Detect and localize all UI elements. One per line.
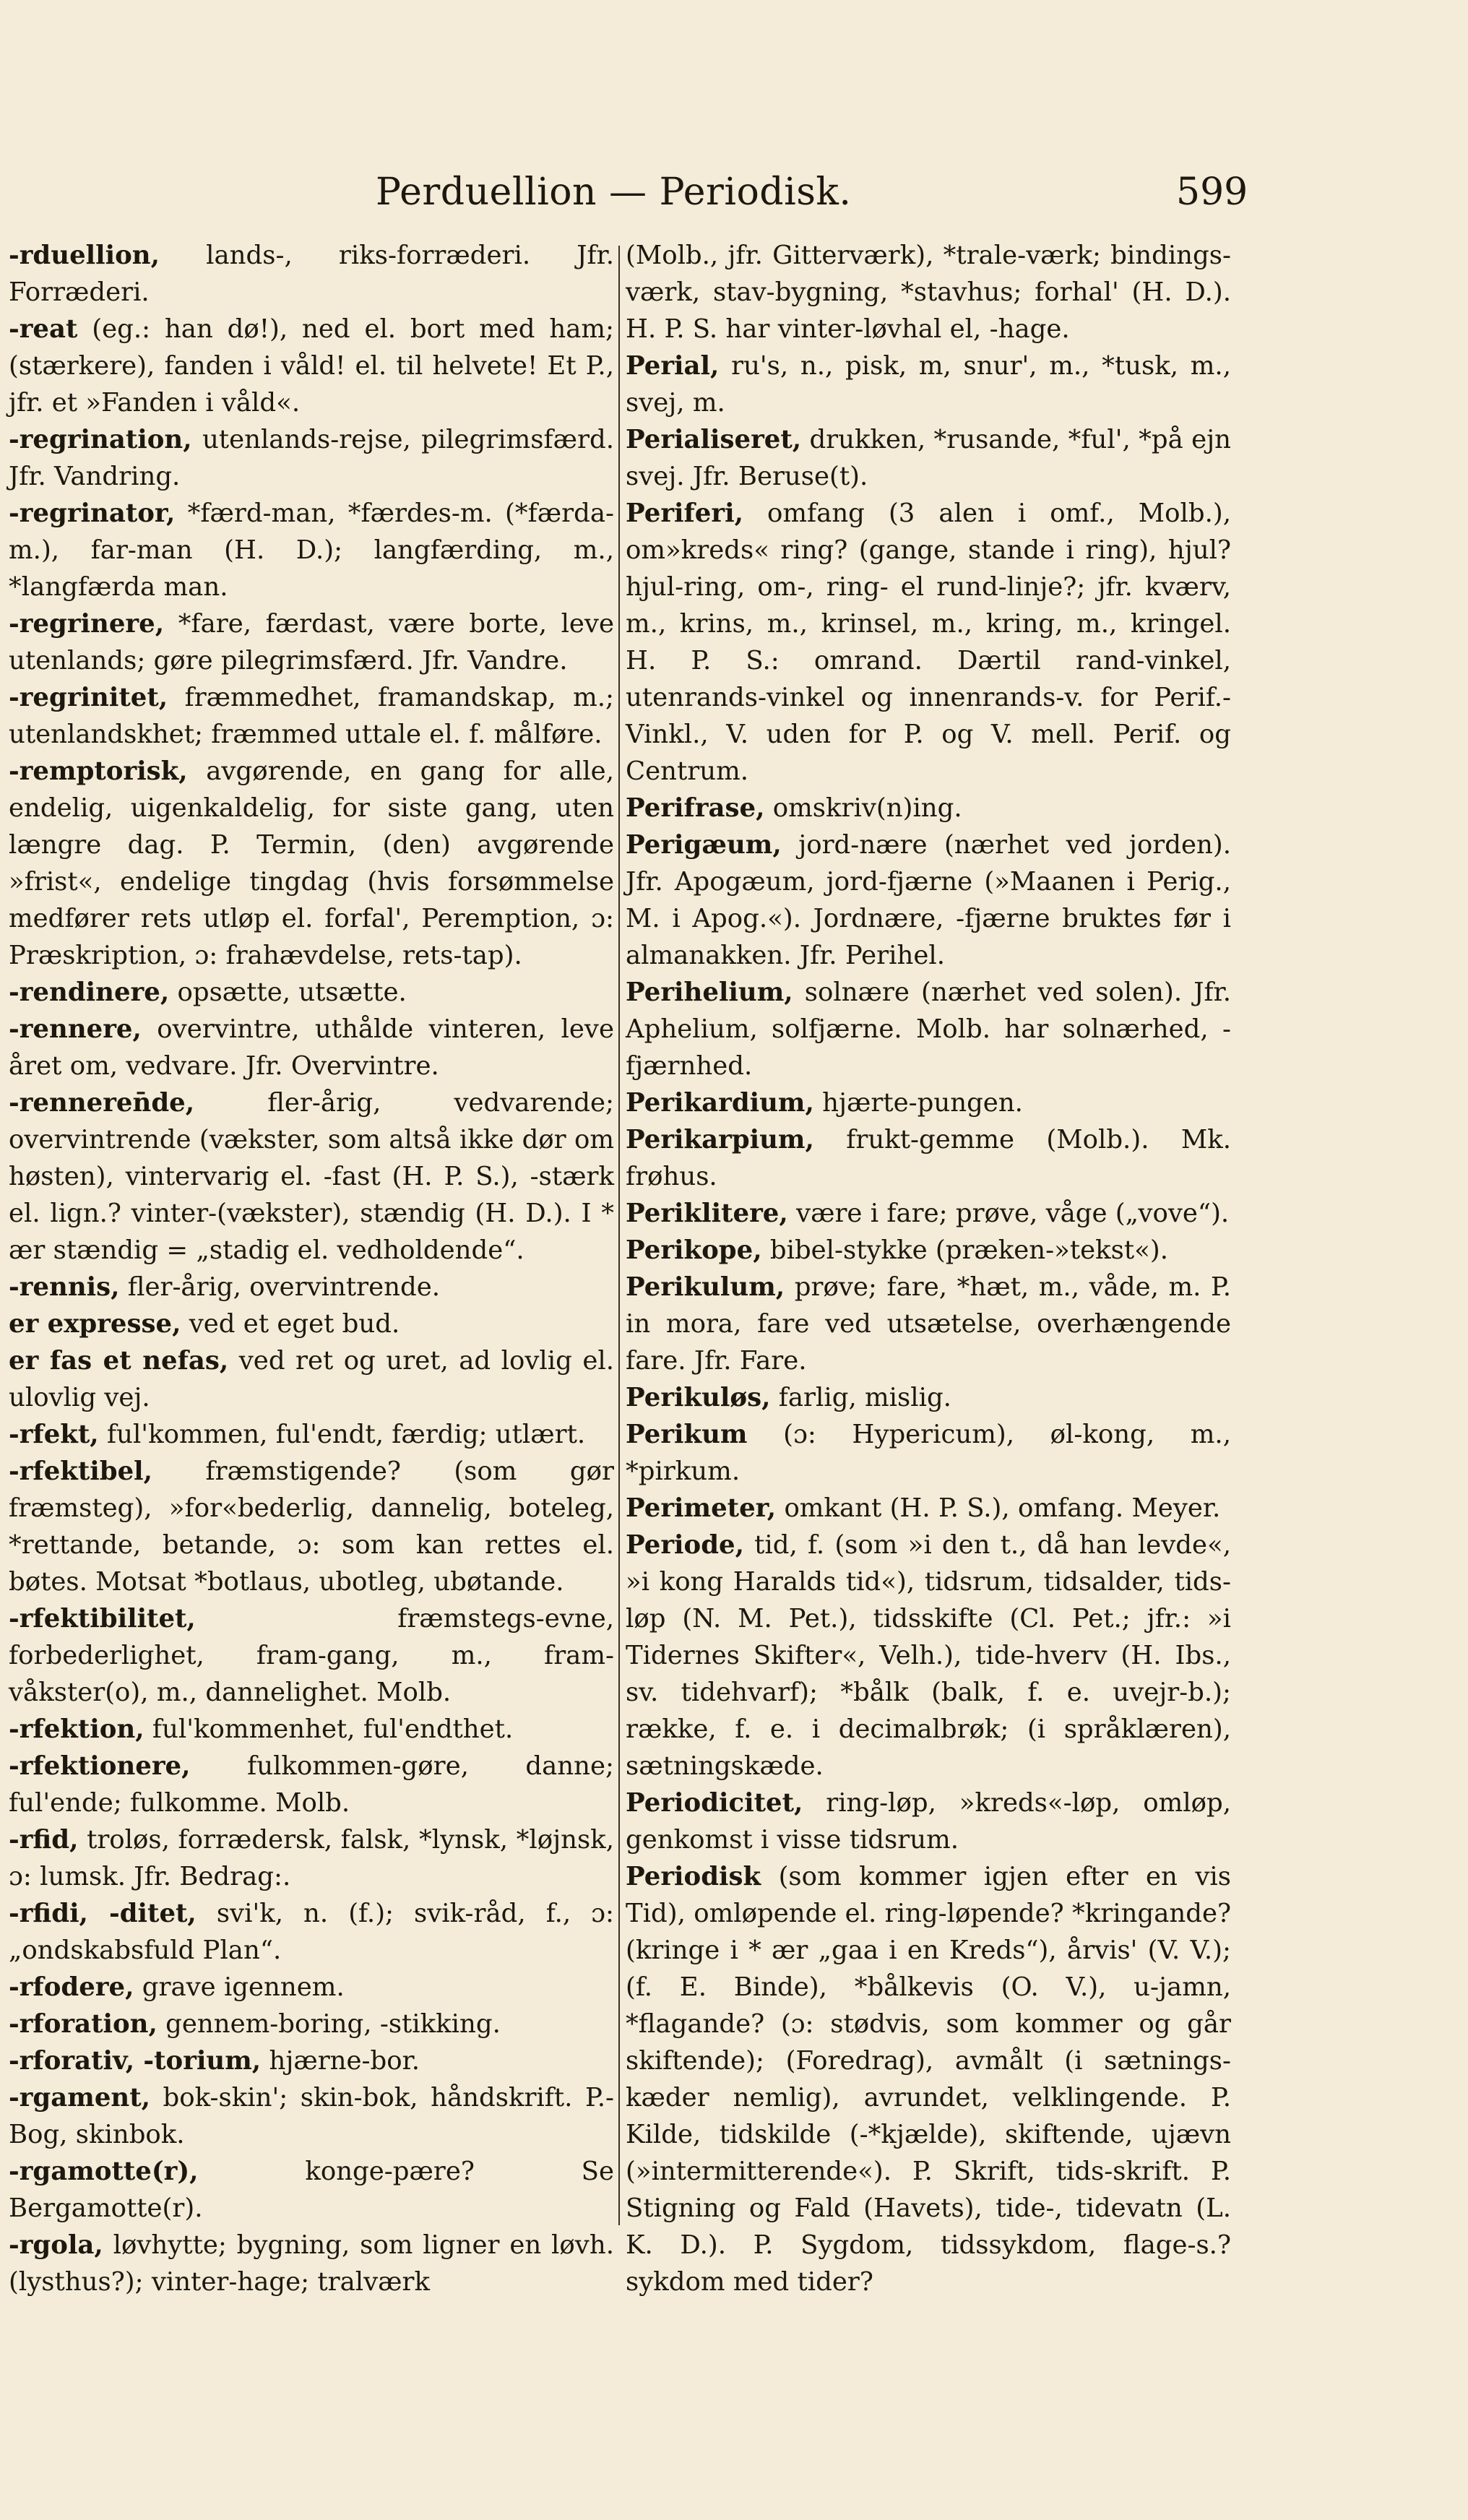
entry-headword: -rfidi, -ditet,: [9, 1899, 197, 1928]
dictionary-entry: [626, 1858, 1231, 2300]
entry-definition: fræmstegs-evne, forbederlighet, fram-gang, m., fram-våkster(o), m., dannelighet. Molb.: [9, 1604, 614, 1707]
entry-headword: -regrination,: [9, 425, 192, 454]
entry-headword: -remptorisk,: [9, 756, 188, 786]
dictionary-entry: [626, 1490, 1231, 1527]
entry-definition: overvintre, uthålde vinteren, leve året om, vedvare. Jfr. Overvintre.: [9, 1014, 614, 1081]
entry-headword: Perikope,: [626, 1235, 762, 1265]
entry-headword: -rennere,: [9, 1014, 142, 1044]
dictionary-entry: [9, 421, 614, 495]
right-column: [626, 237, 1231, 2300]
dictionary-entry: [9, 1342, 614, 1416]
entry-definition: gennem-boring, -stikking.: [165, 2009, 501, 2039]
running-title: Perduellion — Periodisk.: [376, 171, 852, 214]
dictionary-entry: [626, 1416, 1231, 1490]
dictionary-entry: [626, 1785, 1231, 1858]
entry-definition: bok-skin'; skin-bok, håndskrift. P.-Bog, skinbok.: [9, 2083, 614, 2149]
entry-headword: er fas et nefas,: [9, 1346, 229, 1376]
dictionary-entry: [9, 1895, 614, 1969]
entry-headword: Perikum: [626, 1420, 748, 1449]
left-column: [9, 237, 614, 2300]
entry-definition: fulkommen-gøre, danne; ful'ende; fulkomme. Molb.: [9, 1751, 614, 1818]
entry-definition: prøve; fare, *hæt, m., våde, m. P. in mora, fare ved utsætelse, overhængende fare. Jfr. Fare.: [626, 1272, 1231, 1376]
entry-definition: solnære (nærhet ved solen). Jfr. Aphelium, solfjærne. Molb. har solnærhed, -fjærnhed.: [626, 978, 1231, 1081]
dictionary-entry: [9, 753, 614, 974]
entry-definition: løvhytte; bygning, som ligner en løvh. (lysthus?); vinter-hage; tralværk: [9, 2230, 614, 2297]
dictionary-entry: [626, 237, 1231, 348]
entry-definition: ved ret og uret, ad lovlig el. ulovlig vej.: [9, 1346, 614, 1412]
entry-headword: -reat: [9, 314, 78, 344]
entry-headword: -rgamotte(r),: [9, 2157, 199, 2186]
dictionary-entry: [9, 237, 614, 311]
dictionary-entry: [9, 1453, 614, 1600]
entry-definition: fræmmedhet, framandskap, m.; utenlandskhet; fræmmed uttale el. f. målføre.: [9, 683, 614, 749]
entry-headword: Periklitere,: [626, 1199, 788, 1228]
entry-headword: -regrinere,: [9, 609, 165, 639]
dictionary-entry: [9, 2153, 614, 2227]
dictionary-entry: [626, 790, 1231, 827]
entry-definition: ru's, n., pisk, m, snur', m., *tusk, m., svej, m.: [626, 351, 1231, 418]
entry-definition: hjærne-bor.: [269, 2046, 420, 2076]
entry-headword: -rfekt,: [9, 1420, 99, 1449]
dictionary-entry: [9, 2079, 614, 2153]
dictionary-entry: [626, 1084, 1231, 1121]
dictionary-entry: [9, 1306, 614, 1342]
dictionary-entry: [9, 974, 614, 1011]
entry-headword: Perifrase,: [626, 793, 765, 823]
dictionary-entry: [626, 348, 1231, 421]
entry-definition: ved et eget bud.: [189, 1309, 400, 1339]
entry-headword: -rforation,: [9, 2009, 157, 2039]
dictionary-entry: [9, 1821, 614, 1895]
dictionary-entry: [9, 1269, 614, 1306]
entry-definition: *færd-man, *færdes-m. (*færda-m.), far-man (H. D.); langfærding, m., *langfærda man.: [9, 499, 614, 602]
dictionary-entry: [9, 311, 614, 421]
entry-definition: opsætte, utsætte.: [177, 978, 407, 1007]
entry-headword: -rfid,: [9, 1825, 79, 1855]
entry-definition: bibel-stykke (præken-»tekst«).: [769, 1235, 1169, 1265]
dictionary-entry: [626, 1121, 1231, 1195]
dictionary-entry: [626, 974, 1231, 1084]
dictionary-entry: [9, 495, 614, 605]
entry-headword: -rduellion,: [9, 241, 160, 270]
entry-definition: lands-, riks-forræderi. Jfr. Forræderi.: [9, 241, 614, 307]
column-divider: [618, 246, 620, 2225]
entry-definition: svi'k, n. (f.); svik-råd, f., ɔ: „ondskabsfuld Plan“.: [9, 1899, 614, 1965]
dictionary-entry: [626, 1195, 1231, 1232]
dictionary-entry: [626, 421, 1231, 495]
entry-definition: være i fare; prøve, våge („vove“).: [796, 1199, 1230, 1228]
dictionary-entry: [9, 679, 614, 753]
dictionary-entry: [9, 1711, 614, 1748]
entry-headword: Perikardium,: [626, 1088, 814, 1118]
entry-definition: (ɔ: Hypericum), øl-kong, m., *pirkum.: [626, 1420, 1231, 1486]
entry-definition: ring-løp, »kreds«-løp, omløp, genkomst i visse tidsrum.: [626, 1788, 1231, 1855]
dictionary-entry: [9, 2227, 614, 2300]
dictionary-entry: [9, 1084, 614, 1269]
entry-headword: er expresse,: [9, 1309, 181, 1339]
entry-headword: -rgament,: [9, 2083, 150, 2113]
page-number: 599: [1176, 171, 1248, 214]
page-header: [0, 171, 1468, 228]
entry-headword: -rendinere,: [9, 978, 170, 1007]
entry-headword: Perial,: [626, 351, 720, 381]
entry-headword: -regrinitet,: [9, 683, 168, 712]
entry-headword: -rfektion,: [9, 1714, 144, 1744]
entry-headword: Periode,: [626, 1530, 744, 1560]
entry-definition: fræmstigende? (som gør fræmsteg), »for«bederlig, dannelig, boteleg, *rettande, betande, ɔ: som kan rettes el. bøtes. Motsat *botlaus, ubotleg, ubøtande.: [9, 1457, 614, 1597]
dictionary-entry: [626, 495, 1231, 790]
entry-definition: grave igennem.: [142, 1972, 345, 2002]
entry-headword: Periodisk: [626, 1862, 761, 1891]
dictionary-entry: [9, 1600, 614, 1711]
entry-definition: (som kommer igjen efter en vis Tid), omløpende el. ring-løpende? *kringande? (kringe i * ær „gaa i en Kreds“), årvis' (V. V.); (f. E. Binde), *bålkevis (O. V.), u-jamn, *flagande? (ɔ: stødvis, som kommer og går skiftende); (Foredrag), avmålt (i sætnings-kæder nemlig), avrundet, velklingende. P. Kilde, tidskilde (-*kjælde), skiftende, ujævn (»intermitterende«). P. Skrift, tids-skrift. P. Stigning og Fald (Havets), tide-, tidevatn (L. K. D.). P. Sygdom, tidssykdom, flage-s.? sykdom med tider?: [626, 1862, 1231, 2297]
entry-headword: -renneren̄de,: [9, 1088, 195, 1118]
dictionary-entry: [9, 2042, 614, 2079]
entry-headword: Perihelium,: [626, 978, 793, 1007]
entry-headword: Periferi,: [626, 499, 743, 528]
dictionary-entry: [626, 1232, 1231, 1269]
entry-headword: Perikarpium,: [626, 1125, 814, 1155]
entry-headword: Perimeter,: [626, 1493, 777, 1523]
entry-definition: konge-pære? Se Bergamotte(r).: [9, 2157, 614, 2223]
dictionary-entry: [626, 827, 1231, 974]
entry-headword: Perialiseret,: [626, 425, 802, 454]
dictionary-entry: [626, 1527, 1231, 1785]
entry-headword: -regrinator,: [9, 499, 176, 528]
entry-definition: omskriv(n)ing.: [772, 793, 962, 823]
dictionary-entry: [9, 1416, 614, 1453]
entry-definition: troløs, forrædersk, falsk, *lynsk, *løjnsk, ɔ: lumsk. Jfr. Bedrag:.: [9, 1825, 614, 1891]
dictionary-entry: [9, 1969, 614, 2006]
entry-headword: -rfektibilitet,: [9, 1604, 196, 1634]
entry-headword: Perikuløs,: [626, 1383, 771, 1412]
entry-definition: drukken, *rusande, *ful', *på ejn svej. Jfr. Beruse(t).: [626, 425, 1231, 491]
entry-definition: farlig, mislig.: [778, 1383, 951, 1412]
entry-headword: -rfektibel,: [9, 1457, 153, 1486]
entry-definition: (eg.: han dø!), ned el. bort med ham; (stærkere), fanden i våld! el. til helvete! Et P., jfr. et »Fanden i våld«.: [9, 314, 614, 418]
entry-definition: omkant (H. P. S.), omfang. Meyer.: [784, 1493, 1221, 1523]
entry-headword: -rfodere,: [9, 1972, 134, 2002]
entry-headword: -rforativ, -torium,: [9, 2046, 262, 2076]
entry-definition: fler-årig, vedvarende; overvintrende (vækster, som altså ikke dør om høsten), vintervarig el. -fast (H. P. S.), -stærk el. lign.? vinter-(vækster), stændig (H. D.). I * ær stændig = „stadig el. vedholdende“.: [9, 1088, 614, 1265]
entry-definition: (Molb., jfr. Gitterværk), *trale-værk; bindings-værk, stav-bygning, *stavhus; forhal' (H. D.). H. P. S. har vinter-løvhal el, -hage.: [626, 241, 1231, 344]
dictionary-entry: [9, 605, 614, 679]
entry-definition: frukt-gemme (Molb.). Mk. frøhus.: [626, 1125, 1231, 1191]
entry-definition: *fare, færdast, være borte, leve utenlands; gøre pilegrimsfærd. Jfr. Vandre.: [9, 609, 614, 676]
dictionary-entry: [9, 1011, 614, 1084]
entry-definition: hjærte-pungen.: [822, 1088, 1023, 1118]
entry-definition: avgørende, en gang for alle, endelig, uigenkaldelig, for siste gang, uten længre dag. P. Termin, (den) avgørende »frist«, endelige tingdag (hvis forsømmelse medfører rets utløp el. forfal', Peremption, ɔ: Præskription, ɔ: frahævdelse, rets-tap).: [9, 756, 614, 970]
entry-headword: -rennis,: [9, 1272, 120, 1302]
entry-definition: utenlands-rejse, pilegrimsfærd. Jfr. Vandring.: [9, 425, 614, 491]
entry-headword: Perigæum,: [626, 830, 782, 860]
entry-headword: -rgola,: [9, 2230, 103, 2260]
dictionary-entry: [9, 1748, 614, 1821]
entry-definition: jord-nære (nærhet ved jorden). Jfr. Apogæum, jord-fjærne (»Maanen i Perig., M. i Apog.«). Jordnære, -fjærne bruktes før i almanakken. Jfr. Perihel.: [626, 830, 1231, 970]
entry-definition: tid, f. (som »i den t., då han levde«, »i kong Haralds tid«), tidsrum, tidsalder, tids-løp (N. M. Pet.), tidsskifte (Cl. Pet.; jfr.: »i Tidernes Skifter«, Velh.), tide-hverv (H. Ibs., sv. tidehvarf); *bålk (balk, f. e. uvejr-b.); række, f. e. i decimalbrøk; (i språklæren), sætningskæde.: [626, 1530, 1231, 1781]
entry-headword: Perikulum,: [626, 1272, 785, 1302]
dictionary-entry: [9, 2006, 614, 2042]
entry-definition: ful'kommen, ful'endt, færdig; utlært.: [106, 1420, 586, 1449]
entry-headword: Periodicitet,: [626, 1788, 803, 1818]
entry-headword: -rfektionere,: [9, 1751, 191, 1781]
entry-definition: fler-årig, overvintrende.: [127, 1272, 441, 1302]
dictionary-entry: [626, 1269, 1231, 1379]
dictionary-entry: [626, 1379, 1231, 1416]
entry-definition: ful'kommenhet, ful'endthet.: [152, 1714, 514, 1744]
entry-definition: omfang (3 alen i omf., Molb.), om»kreds« ring? (gange, stande i ring), hjul? hjul-ring, om-, ring- el rund-linje?; jfr. kværv, m., krins, m., krinsel, m., kring, m., kringel. H. P. S.: omrand. Dærtil rand-vinkel, utenrands-vinkel og innenrands-v. for Perif.-Vinkl., V. uden for P. og V. mell. Perif. og Centrum.: [626, 499, 1231, 786]
